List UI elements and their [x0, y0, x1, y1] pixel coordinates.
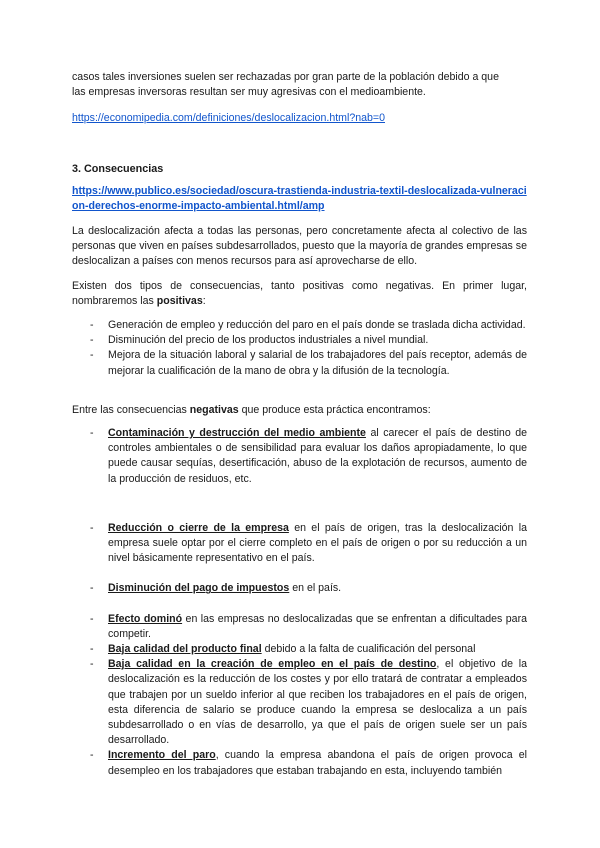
list-item [72, 333, 527, 348]
negatives-list [72, 426, 527, 779]
negatives-intro-rest: que produce esta práctica encontramos: [238, 404, 431, 416]
dash-bullet: - [90, 643, 94, 656]
dash-bullet: - [90, 427, 94, 439]
link-economipedia-row [72, 111, 527, 126]
negative-text: en el país de origen, tras la deslocalización la empresa suele optar por el cierre completo en el país de origen o por su reducción a un nivel básicamente representativo en el país. [108, 521, 527, 565]
dash-bullet: - [90, 749, 94, 762]
negative-title: Contaminación y destrucción del medio ambiente [108, 427, 366, 439]
negatives-word: negativas [189, 404, 239, 416]
link-publico-row [72, 184, 527, 214]
negative-title: Incremento del paro [108, 749, 216, 762]
negative-text: , el objetivo de la deslocalización es la reducción de los costes y por ello tratará de contratar a empleados que trabajen por un sueldo inferior al que reciben los trabajadores en el país de origen, esta diferencia de salario se produce cuando la empresa se deslocaliza a un país subdesarrollado o en vías de desarrollo, ya que el país de origen suele ser un país desarrollado. [108, 658, 527, 747]
dash-bullet: - [90, 334, 94, 347]
list-item [72, 581, 527, 596]
dash-bullet: - [90, 582, 94, 595]
dash-bullet: - [90, 349, 94, 362]
negative-title: Baja calidad del producto final [108, 643, 262, 656]
types-positive-word: positivas [156, 295, 203, 308]
list-item [72, 318, 527, 333]
negative-text: , cuando la empresa abandona el país de origen provoca el desempleo en los trabajadores que estaban trabajando en esta, incluyendo también [108, 749, 527, 777]
positive-text: Generación de empleo y reducción del paro en el país donde se traslada dicha actividad. [108, 319, 526, 331]
intro-line-1: casos tales inversiones suelen ser rechazadas por gran parte de la población debido a que [72, 71, 499, 83]
list-item [72, 748, 527, 778]
negative-title: Baja calidad en la creación de empleo en el país de destino [108, 658, 437, 671]
negative-title: Disminución del pago de impuestos [108, 582, 290, 595]
dash-bullet: - [90, 521, 94, 534]
negative-title: Efecto dominó [108, 612, 183, 625]
paragraph-affects: La deslocalización afecta a todas las personas, pero concretamente afecta al colectivo de las personas que viven en países subdesarrollados, puesto que la mayoría de grandes empresas se deslocalizan a países con menos recursos para así aprovecharse de ello. [72, 225, 527, 268]
negative-text: en el país. [289, 582, 342, 595]
intro-line-2: las empresas inversoras resultan ser muy agresivas con el medioambiente. [72, 86, 426, 99]
link-economipedia[interactable]: https://economipedia.com/definiciones/deslocalizacion.html?nab=0 [72, 112, 385, 124]
paragraph-negatives-intro [72, 403, 527, 418]
negative-text: en las empresas no deslocalizadas que se enfrentan a dificultades para competir. [108, 612, 527, 640]
section-title: 3. Consecuencias [72, 163, 164, 175]
negative-text: debido a la falta de cualificación del personal [261, 643, 476, 656]
dash-bullet: - [90, 612, 94, 625]
list-item [72, 521, 527, 567]
positives-list [72, 318, 527, 379]
negatives-intro-text: Entre las consecuencias [72, 404, 190, 416]
positive-text: Disminución del precio de los productos industriales a nivel mundial. [108, 334, 429, 347]
positive-text: Mejora de la situación laboral y salarial de los trabajadores del país receptor, además de mejorar la cualificación de la mano de obra y la difusión de la tecnología. [108, 349, 527, 377]
dash-bullet: - [90, 319, 94, 331]
list-item [72, 642, 527, 657]
link-publico[interactable]: https://www.publico.es/sociedad/oscura-trastienda-industria-textil-deslocalizada-vulneracion-derechos-enorme-impacto-ambiental.html/amp [72, 185, 527, 213]
paragraph-types [72, 279, 527, 309]
intro-paragraph [72, 70, 527, 100]
list-item [72, 657, 527, 748]
types-text: Existen dos tipos de consecuencias, tanto positivas como negativas. En primer lugar, nombraremos las [72, 280, 527, 308]
list-item [72, 426, 527, 487]
negative-text: al carecer el país de destino de controles ambientales o de sensibilidad para evaluar los daños apropiadamente, lo que puede causar sequías, desertificación, abuso de la explotación de recursos, aumento de la producción de residuos, etc. [108, 427, 527, 485]
dash-bullet: - [90, 658, 94, 671]
list-item [72, 612, 527, 642]
negative-title: Reducción o cierre de la empresa [108, 521, 289, 534]
types-colon: : [202, 295, 206, 308]
list-item [72, 348, 527, 378]
